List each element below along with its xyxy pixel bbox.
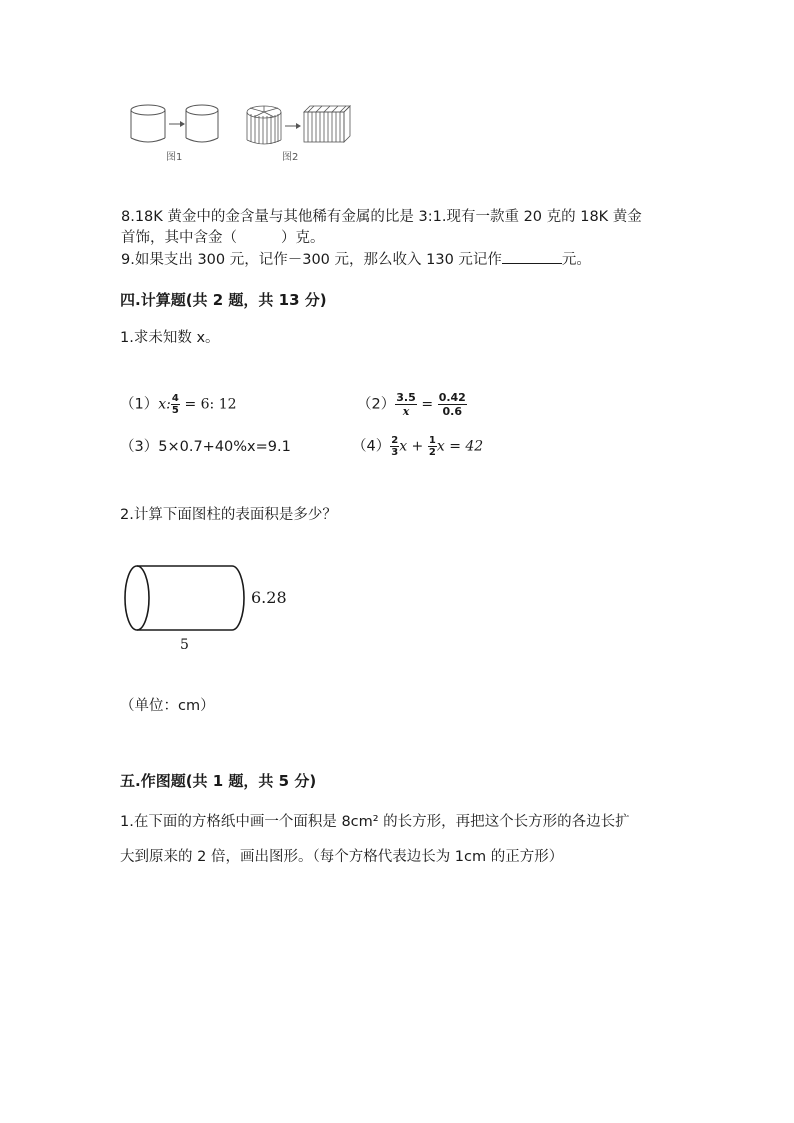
eq1-denominator: 5 <box>171 405 179 416</box>
eq4-x1: x + <box>399 438 424 455</box>
eq2-left-numerator: 3.5 <box>396 391 416 404</box>
cylinder-height-label: 6.28 <box>251 588 287 607</box>
eq2-right-numerator: 0.42 <box>438 391 466 404</box>
section5-q1-line2: 大到原来的 2 倍，画出图形。（每个方格代表边长为 1cm 的正方形） <box>120 849 564 865</box>
eq4-fraction-2-den: 2 <box>428 447 436 458</box>
eq1-fraction <box>171 393 180 416</box>
eq4-label: （4） <box>352 438 391 455</box>
equation-1 <box>120 393 237 416</box>
fig2-sliced-cylinder <box>247 106 281 144</box>
fig1-cylinder <box>131 105 165 142</box>
cylinder-length-label: 5 <box>180 637 189 653</box>
eq4-x2: x = 42 <box>436 438 484 455</box>
eq1-rhs: = 6: 12 <box>184 396 237 413</box>
section5-heading: 五.作图题(共 1 题，共 5 分) <box>120 772 317 790</box>
cylinder-figure <box>120 560 300 655</box>
eq4-fraction-2-num: 1 <box>428 435 436 446</box>
eq4-fraction-1-den: 3 <box>391 447 399 458</box>
q8-line1: 8.18K 黄金中的金含量与其他稀有金属的比是 3:1.现有一款重 20 克的 18K 黄金 <box>121 209 642 225</box>
eq3-text: 5×0.7+40%x=9.1 <box>158 439 291 455</box>
q9-text-b: 元。 <box>561 252 591 268</box>
q9-text-a: 9.如果支出 300 元，记作－300 元，那么收入 130 元记作 <box>121 252 502 268</box>
eq1-colon: : <box>166 396 171 413</box>
fig2-label: 图2 <box>282 152 299 163</box>
section4-q1-title: 1.求未知数 x。 <box>120 330 220 346</box>
q8-line2-a: 首饰，其中含金（ <box>121 230 237 246</box>
eq1-numerator: 4 <box>171 393 179 404</box>
section4-heading: 四.计算题(共 2 题，共 13 分) <box>120 291 327 309</box>
q9-line <box>121 249 591 270</box>
eq4-fraction-2 <box>428 435 437 458</box>
eq4-fraction-1-num: 2 <box>391 435 399 446</box>
fig1-arrow <box>169 121 185 127</box>
q8-line2 <box>121 228 325 248</box>
eq1-label: （1） <box>120 396 159 413</box>
cylinder-left-face <box>125 566 149 630</box>
equation-2 <box>357 391 467 418</box>
unit-note: （单位：cm） <box>120 698 215 714</box>
cylinder-right-arc <box>232 566 244 630</box>
fig1-label: 图1 <box>166 152 183 163</box>
eq2-equals: = <box>421 396 434 413</box>
eq2-right-fraction <box>438 391 467 418</box>
eq4-fraction-1 <box>390 435 399 458</box>
eq3-label: （3） <box>120 439 159 455</box>
q8-line2-b: ）克。 <box>281 230 325 246</box>
eq2-left-denominator: x <box>402 405 410 418</box>
fig1-cylinder-cut <box>186 105 218 142</box>
section4-q2-title: 2.计算下面图柱的表面积是多少？ <box>120 507 337 523</box>
section5-q1-line1: 1.在下面的方格纸中画一个面积是 8cm² 的长方形，再把这个长方形的各边长扩 <box>120 814 630 830</box>
equation-4 <box>352 435 483 458</box>
fig2-arrow <box>285 123 301 129</box>
eq2-left-fraction <box>395 391 417 418</box>
eq2-label: （2） <box>357 396 396 413</box>
eq1-x: x <box>158 396 167 413</box>
q9-answer-blank[interactable] <box>502 249 562 264</box>
fig2-cuboid <box>304 106 350 142</box>
equation-3 <box>120 437 291 457</box>
cylinder-transformation-figures <box>120 98 360 168</box>
eq2-right-denominator: 0.6 <box>442 405 462 418</box>
